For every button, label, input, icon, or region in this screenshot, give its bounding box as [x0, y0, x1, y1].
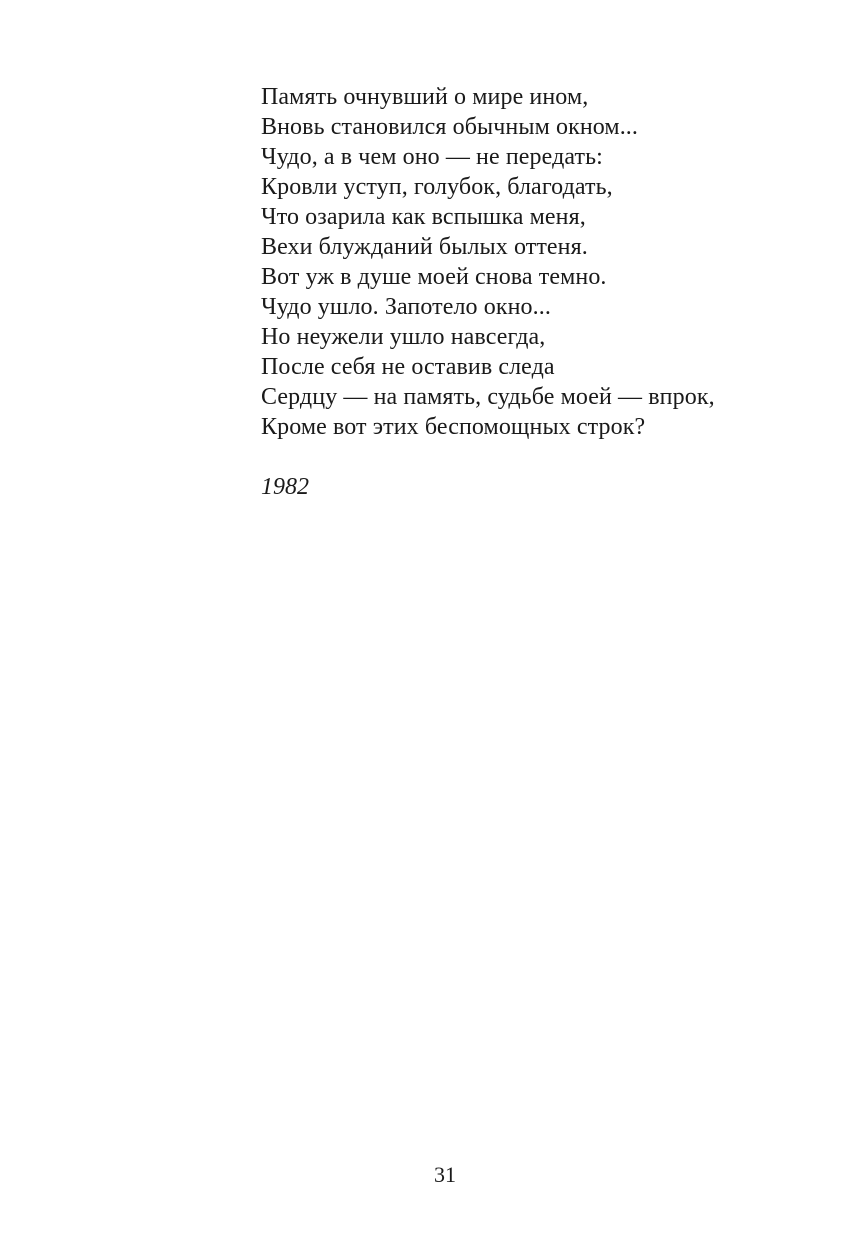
- poem-line: Кроме вот этих беспомощных строк?: [261, 414, 646, 440]
- poem-line: Кровли уступ, голубок, благодать,: [261, 174, 613, 200]
- poem-line: Но неужели ушло навсегда,: [261, 324, 546, 350]
- poem-line: Память очнувший о мире ином,: [261, 84, 589, 110]
- poem-line: Сердцу — на память, судьбе моей — впрок,: [261, 384, 715, 410]
- poem-line: Что озарила как вспышка меня,: [261, 204, 586, 230]
- poem-line: Вехи блужданий былых оттеня.: [261, 234, 588, 260]
- poem-line: Вот уж в душе моей снова темно.: [261, 264, 607, 290]
- page-number: 31: [434, 1162, 456, 1187]
- poem-line: Вновь становился обычным окном...: [261, 114, 638, 140]
- poem-line: Чудо ушло. Запотело окно...: [261, 294, 551, 320]
- poem-line: После себя не оставив следа: [261, 354, 555, 380]
- poem-date: 1982: [261, 474, 309, 500]
- poem-body: [261, 82, 841, 442]
- poem-line: Чудо, а в чем оно — не передать:: [261, 144, 603, 170]
